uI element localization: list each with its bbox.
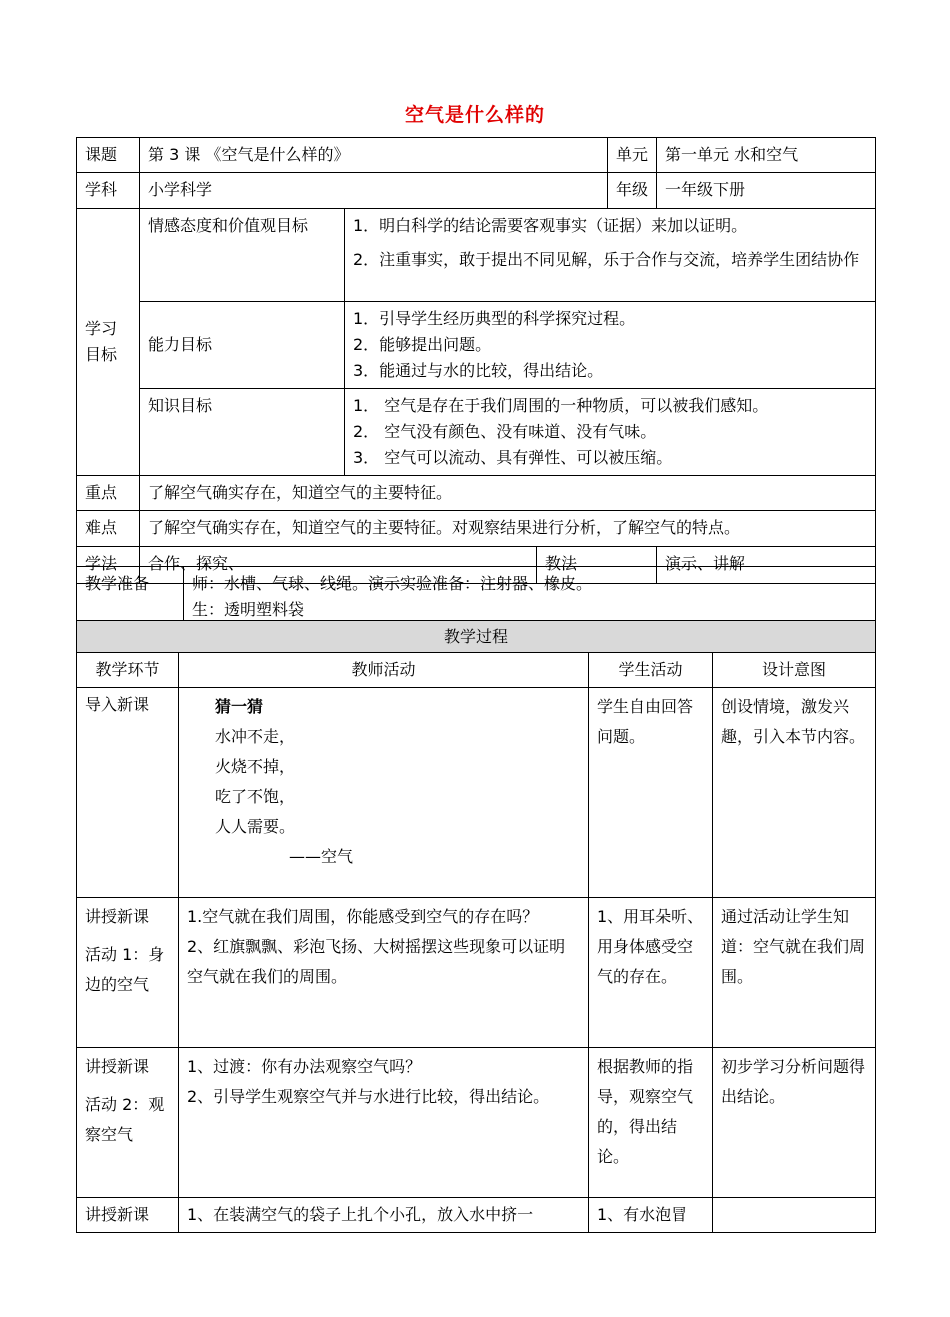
activity1-teacher-2: 2、红旗飘飘、彩泡飞扬、大树摇摆这些现象可以证明空气就在我们的周围。 <box>187 937 566 986</box>
teach-method-label: 教法 <box>537 547 657 584</box>
riddle-line-4: 人人需要。 <box>215 817 296 836</box>
intro-student: 学生自由回答问题。 <box>589 688 713 898</box>
difficulty-label: 难点 <box>77 511 140 547</box>
goals-label-line2: 目标 <box>85 345 118 364</box>
ability-goal-items <box>345 302 876 389</box>
lesson-info-table <box>76 137 876 584</box>
attitude-item-1: 1．明白科学的结论需要客观事实（证据）来加以证明。 <box>353 216 748 235</box>
preparation-table <box>76 566 876 628</box>
activity2-intent: 初步学习分析问题得出结论。 <box>713 1048 876 1198</box>
teach-method-value: 演示、讲解 <box>657 547 876 584</box>
riddle-title: 猜一猜 <box>215 697 264 716</box>
activity2-sub-label: 活动 2：观察空气 <box>85 1095 165 1144</box>
intro-intent: 创设情境，激发兴趣，引入本节内容。 <box>713 688 876 898</box>
activity1-intent: 通过活动让学生知道：空气就在我们周围。 <box>713 898 876 1048</box>
table-row <box>77 898 876 1048</box>
prep-student-line: 生：透明塑料袋 <box>192 600 305 619</box>
subject-label: 学科 <box>77 173 140 209</box>
ability-item-1: 1．引导学生经历典型的科学探究过程。 <box>353 309 636 328</box>
riddle-line-2: 火烧不掉， <box>215 757 296 776</box>
attitude-goal-items <box>345 209 876 302</box>
knowledge-item-2: 2． 空气没有颜色、没有味道、没有气味。 <box>353 422 657 441</box>
riddle-line-3: 吃了不饱， <box>215 787 296 806</box>
knowledge-item-3: 3． 空气可以流动、具有弹性、可以被压缩。 <box>353 448 673 467</box>
activity1-stage <box>77 898 179 1048</box>
knowledge-goal-name: 知识目标 <box>140 389 345 476</box>
knowledge-goal-items <box>345 389 876 476</box>
grade-label: 年级 <box>608 173 657 209</box>
col-student-header: 学生活动 <box>589 653 713 688</box>
attitude-item-2: 2．注重事实，敢于提出不同见解，乐于合作与交流，培养学生团结协作 <box>353 250 860 269</box>
intro-stage: 导入新课 <box>77 688 179 898</box>
table-row <box>77 1048 876 1198</box>
lesson-value: 第 3 课 《空气是什么样的》 <box>140 138 608 173</box>
goals-label <box>77 209 140 476</box>
riddle-line-1: 水冲不走， <box>215 727 296 746</box>
activity2-stage <box>77 1048 179 1198</box>
ability-goal-name: 能力目标 <box>140 302 345 389</box>
activity3-student: 1、有水泡冒 <box>589 1198 713 1233</box>
activity1-student: 1、用耳朵听、用身体感受空气的存在。 <box>589 898 713 1048</box>
ability-item-2: 2．能够提出问题。 <box>353 335 492 354</box>
knowledge-item-1: 1． 空气是存在于我们周围的一种物质，可以被我们感知。 <box>353 396 769 415</box>
subject-value: 小学科学 <box>140 173 608 209</box>
ability-item-3: 3．能通过与水的比较，得出结论。 <box>353 361 604 380</box>
activity3-stage: 讲授新课 <box>77 1198 179 1233</box>
activity2-student: 根据教师的指导，观察空气的，得出结论。 <box>589 1048 713 1198</box>
col-stage-header: 教学环节 <box>77 653 179 688</box>
col-intent-header: 设计意图 <box>713 653 876 688</box>
prep-teacher-line: 师：水槽、气球、线绳。演示实验准备：注射器、橡皮。 <box>192 574 593 593</box>
process-table <box>76 620 876 1233</box>
table-row <box>77 688 876 898</box>
learn-method-label: 学法 <box>77 547 140 584</box>
prep-content <box>184 567 876 628</box>
activity1-sub-label: 活动 1：身边的空气 <box>85 945 165 994</box>
activity2-teacher-1: 1、过渡：你有办法观察空气吗？ <box>187 1057 422 1076</box>
activity1-teacher-1: 1.空气就在我们周围，你能感受到空气的存在吗？ <box>187 907 539 926</box>
intro-teacher <box>179 688 589 898</box>
col-teacher-header: 教师活动 <box>179 653 589 688</box>
key-point-label: 重点 <box>77 476 140 511</box>
activity1-teacher <box>179 898 589 1048</box>
activity2-teacher-2: 2、引导学生观察空气并与水进行比较，得出结论。 <box>187 1087 550 1106</box>
activity2-stage-label: 讲授新课 <box>85 1057 150 1076</box>
unit-value: 第一单元 水和空气 <box>657 138 876 173</box>
activity3-intent <box>713 1198 876 1233</box>
table-row <box>77 1198 876 1233</box>
riddle-answer: ——空气 <box>289 847 354 866</box>
document-title: 空气是什么样的 <box>404 104 545 126</box>
difficulty-value: 了解空气确实存在，知道空气的主要特征。对观察结果进行分析，了解空气的特点。 <box>140 511 876 547</box>
learn-method-value: 合作、探究、 <box>140 547 537 584</box>
goals-label-line1: 学习 <box>85 319 118 338</box>
activity1-stage-label: 讲授新课 <box>85 907 150 926</box>
activity2-teacher <box>179 1048 589 1198</box>
grade-value: 一年级下册 <box>657 173 876 209</box>
unit-label: 单元 <box>608 138 657 173</box>
process-header: 教学过程 <box>77 621 876 653</box>
prep-label: 教学准备 <box>77 567 184 628</box>
key-point-value: 了解空气确实存在，知道空气的主要特征。 <box>140 476 876 511</box>
attitude-goal-name: 情感态度和价值观目标 <box>140 209 345 302</box>
lesson-label: 课题 <box>77 138 140 173</box>
activity3-teacher: 1、在装满空气的袋子上扎个小孔，放入水中挤一 <box>179 1198 589 1233</box>
